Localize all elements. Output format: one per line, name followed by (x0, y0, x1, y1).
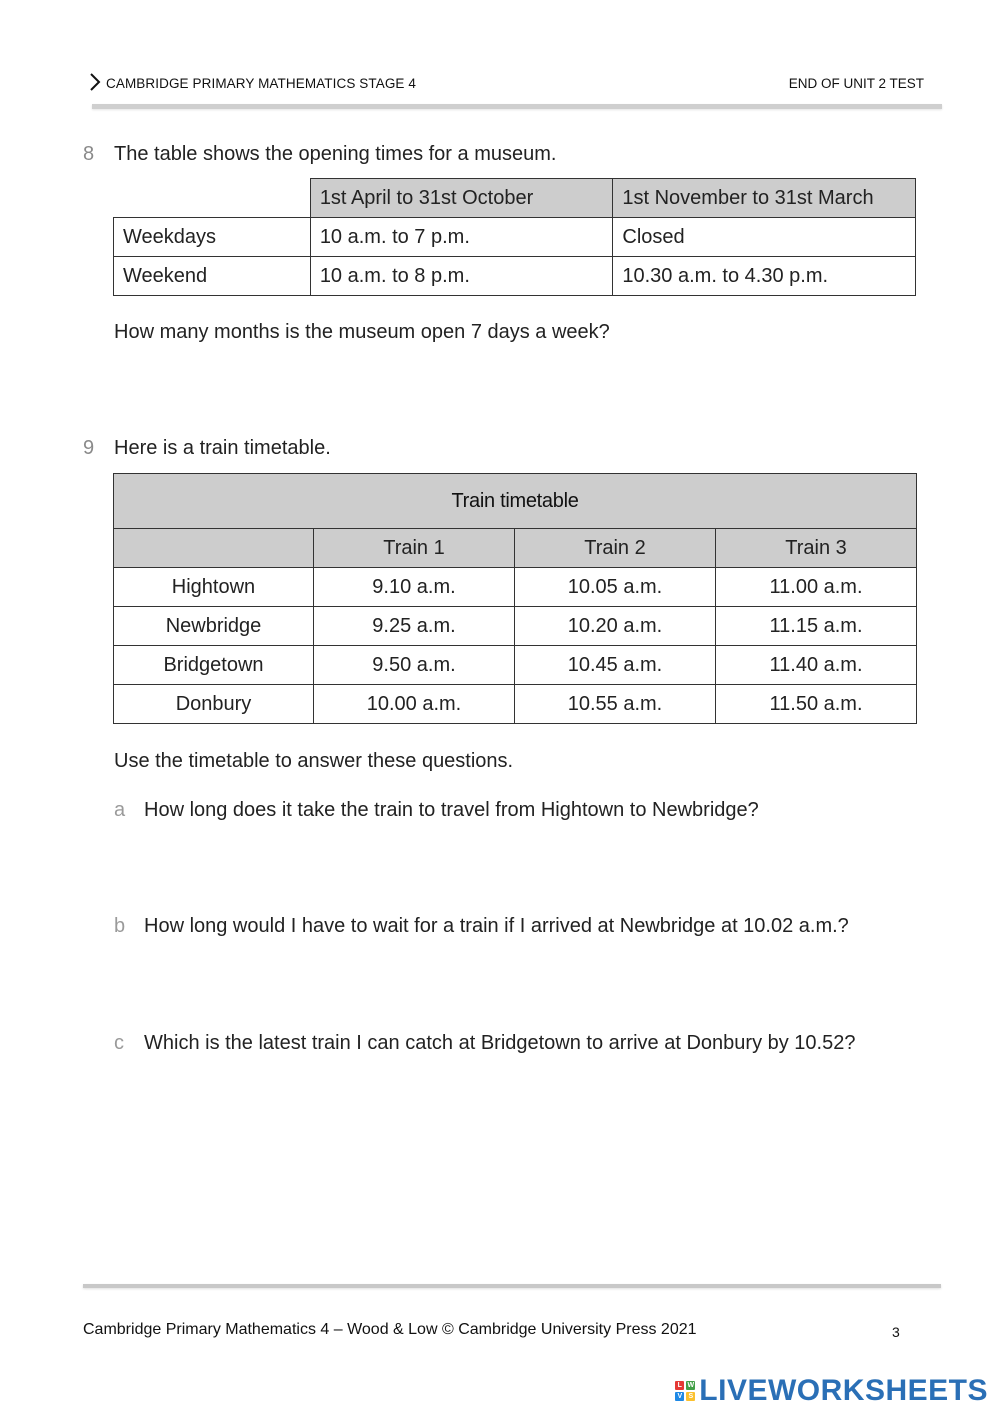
table-header-row (114, 179, 916, 218)
answer-area-c[interactable] (144, 1067, 914, 1167)
footer-copyright: Cambridge Primary Mathematics 4 – Wood & Low © Cambridge University Press 2021 (83, 1321, 697, 1338)
table-cell (114, 179, 311, 218)
question-9-text: Here is a train timetable. (114, 437, 331, 459)
table-cell: 11.15 a.m. (716, 607, 917, 646)
table-header-row (114, 529, 917, 568)
table-cell: 10.30 a.m. to 4.30 p.m. (613, 257, 916, 296)
question-9-instruction: Use the timetable to answer these questions. (114, 750, 514, 772)
table-cell: 10.55 a.m. (515, 685, 716, 724)
table-row (114, 646, 917, 685)
table-cell: 10.00 a.m. (314, 685, 515, 724)
table-title: Train timetable (114, 474, 917, 529)
header-test-name: END OF UNIT 2 TEST (788, 76, 924, 91)
table-cell: 10.45 a.m. (515, 646, 716, 685)
museum-opening-times-table (113, 178, 916, 296)
train-timetable-table (113, 473, 917, 724)
table-cell: 11.40 a.m. (716, 646, 917, 685)
question-8-text: The table shows the opening times for a museum. (114, 143, 557, 165)
table-cell: 9.25 a.m. (314, 607, 515, 646)
table-header-cell (114, 529, 314, 568)
header-divider (92, 104, 942, 109)
table-header-cell: Train 2 (515, 529, 716, 568)
table-row (114, 257, 916, 296)
logo-grid-cell: L (675, 1381, 684, 1390)
answer-area-q8[interactable] (114, 356, 914, 426)
logo-grid-cell: S (686, 1392, 695, 1401)
table-cell: Donbury (114, 685, 314, 724)
table-cell: 10 a.m. to 7 p.m. (310, 218, 613, 257)
part-b-label: b (114, 915, 126, 937)
table-cell: 9.10 a.m. (314, 568, 515, 607)
table-cell: Weekdays (114, 218, 311, 257)
table-cell: 11.00 a.m. (716, 568, 917, 607)
logo-grid-cell: V (675, 1392, 684, 1401)
table-row (114, 218, 916, 257)
question-8-number: 8 (83, 143, 95, 165)
part-c-question: Which is the latest train I can catch at Bridgetown to arrive at Donbury by 10.52? (144, 1032, 856, 1054)
table-header-cell: 1st November to 31st March (613, 179, 916, 218)
table-cell: 10 a.m. to 8 p.m. (310, 257, 613, 296)
question-8-prompt: How many months is the museum open 7 days a week? (114, 321, 610, 343)
table-cell: 10.05 a.m. (515, 568, 716, 607)
table-cell: 10.20 a.m. (515, 607, 716, 646)
table-cell: Newbridge (114, 607, 314, 646)
table-header-cell: 1st April to 31st October (310, 179, 613, 218)
question-9-number: 9 (83, 437, 95, 459)
table-cell: Closed (613, 218, 916, 257)
chevron-right-icon (88, 72, 102, 92)
table-cell: 9.50 a.m. (314, 646, 515, 685)
table-header-cell: Train 3 (716, 529, 917, 568)
liveworksheets-logo (675, 1374, 988, 1408)
table-cell: Hightown (114, 568, 314, 607)
answer-area-a[interactable] (144, 834, 914, 904)
table-cell: 11.50 a.m. (716, 685, 917, 724)
part-c-label: c (114, 1032, 124, 1054)
table-header-cell: Train 1 (314, 529, 515, 568)
logo-text: LIVEWORKSHEETS (699, 1374, 988, 1407)
table-cell: Bridgetown (114, 646, 314, 685)
table-row (114, 685, 917, 724)
table-cell: Weekend (114, 257, 311, 296)
footer-divider (83, 1284, 941, 1288)
logo-grid-icon (675, 1381, 695, 1401)
part-b-question: How long would I have to wait for a train if I arrived at Newbridge at 10.02 a.m.? (144, 915, 849, 937)
table-row (114, 607, 917, 646)
table-row (114, 568, 917, 607)
part-a-label: a (114, 799, 126, 821)
logo-grid-cell: W (687, 1382, 695, 1389)
answer-area-b[interactable] (144, 950, 914, 1020)
header-title: CAMBRIDGE PRIMARY MATHEMATICS STAGE 4 (106, 76, 416, 91)
part-a-question: How long does it take the train to travel from Hightown to Newbridge? (144, 799, 759, 821)
page-number: 3 (892, 1324, 900, 1340)
table-title-row (114, 474, 917, 529)
